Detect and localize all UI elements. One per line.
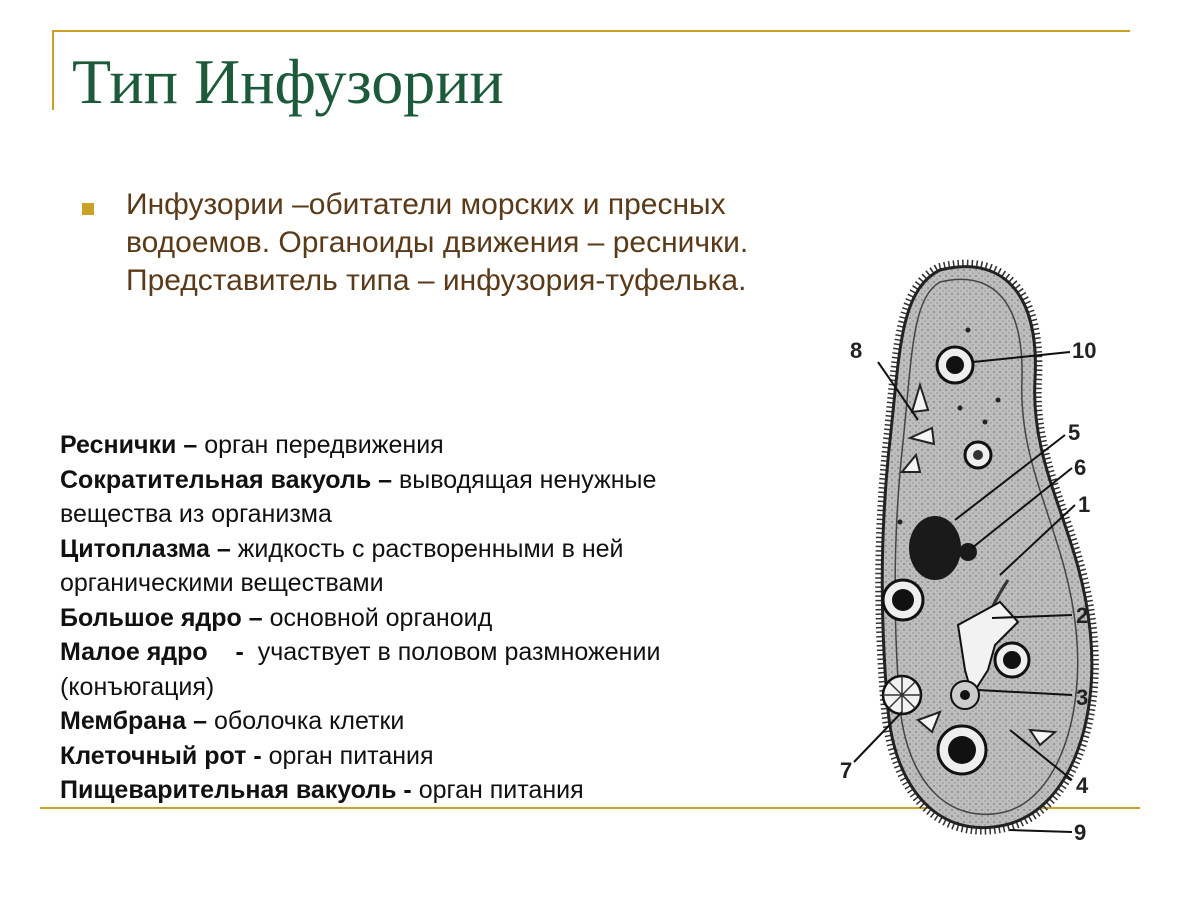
- glossary-term: Клеточный рот -: [60, 741, 262, 770]
- glossary-term: Сократительная вакуоль –: [60, 465, 393, 494]
- food-vacuole-icon: [938, 726, 986, 774]
- glossary-desc: жидкость с растворенными в ней органическими веществами: [60, 534, 624, 597]
- contractile-vacuole-icon: [937, 347, 973, 383]
- glossary-term: Цитоплазма –: [60, 534, 231, 563]
- food-vacuole-icon: [965, 442, 991, 468]
- glossary-term: Большое ядро –: [60, 603, 263, 632]
- label-6: 6: [1074, 455, 1087, 480]
- label-1: 1: [1078, 492, 1091, 517]
- label-8: 8: [850, 338, 863, 363]
- glossary-item: [60, 704, 760, 739]
- glossary-desc: орган питания: [261, 741, 434, 770]
- glossary-item: [60, 601, 760, 636]
- glossary-item: [60, 428, 760, 463]
- label-3: 3: [1076, 685, 1089, 710]
- bullet-square-icon: [82, 203, 94, 215]
- glossary-item: [60, 532, 760, 601]
- label-5: 5: [1068, 420, 1081, 445]
- glossary-desc: основной органоид: [262, 603, 493, 632]
- glossary-term: Малое ядро -: [60, 638, 251, 666]
- vacuole-star-icon: [951, 681, 979, 709]
- label-9: 9: [1074, 820, 1087, 845]
- left-rule: [52, 30, 54, 110]
- food-vacuole-icon: [883, 580, 923, 620]
- glossary-term: Пищеварительная вакуоль -: [60, 776, 412, 804]
- glossary-desc: оболочка клетки: [207, 707, 405, 735]
- glossary-item: [60, 635, 760, 704]
- label-7: 7: [840, 758, 853, 783]
- glossary-item: [60, 463, 760, 532]
- glossary-desc: орган питания: [411, 776, 584, 804]
- glossary-term: Мембрана –: [60, 707, 208, 735]
- label-10: 10: [1072, 338, 1097, 363]
- glossary-item: [60, 739, 760, 774]
- label-2: 2: [1076, 603, 1089, 628]
- label-4: 4: [1076, 773, 1089, 798]
- glossary-item: [60, 773, 760, 808]
- glossary-term: Реснички –: [60, 431, 198, 459]
- food-vacuole-icon: [995, 643, 1029, 677]
- glossary-desc: выводящая ненужные вещества из организма: [60, 465, 657, 528]
- glossary-desc: участвует в половом размножении (конъюгация): [60, 638, 661, 701]
- paramecium-diagram: [800, 250, 1160, 870]
- contractile-vacuole-icon: [883, 676, 921, 714]
- glossary-list: [60, 428, 760, 808]
- top-rule: [52, 30, 1130, 32]
- slide-title: Тип Инфузории: [72, 46, 504, 117]
- bullet-text: Инфузории –обитатели морских и пресных водоемов. Органоиды движения – реснички. Представитель типа – инфузория-туфелька.: [126, 188, 749, 297]
- macronucleus-icon: [909, 516, 961, 580]
- glossary-desc: орган передвижения: [197, 431, 444, 459]
